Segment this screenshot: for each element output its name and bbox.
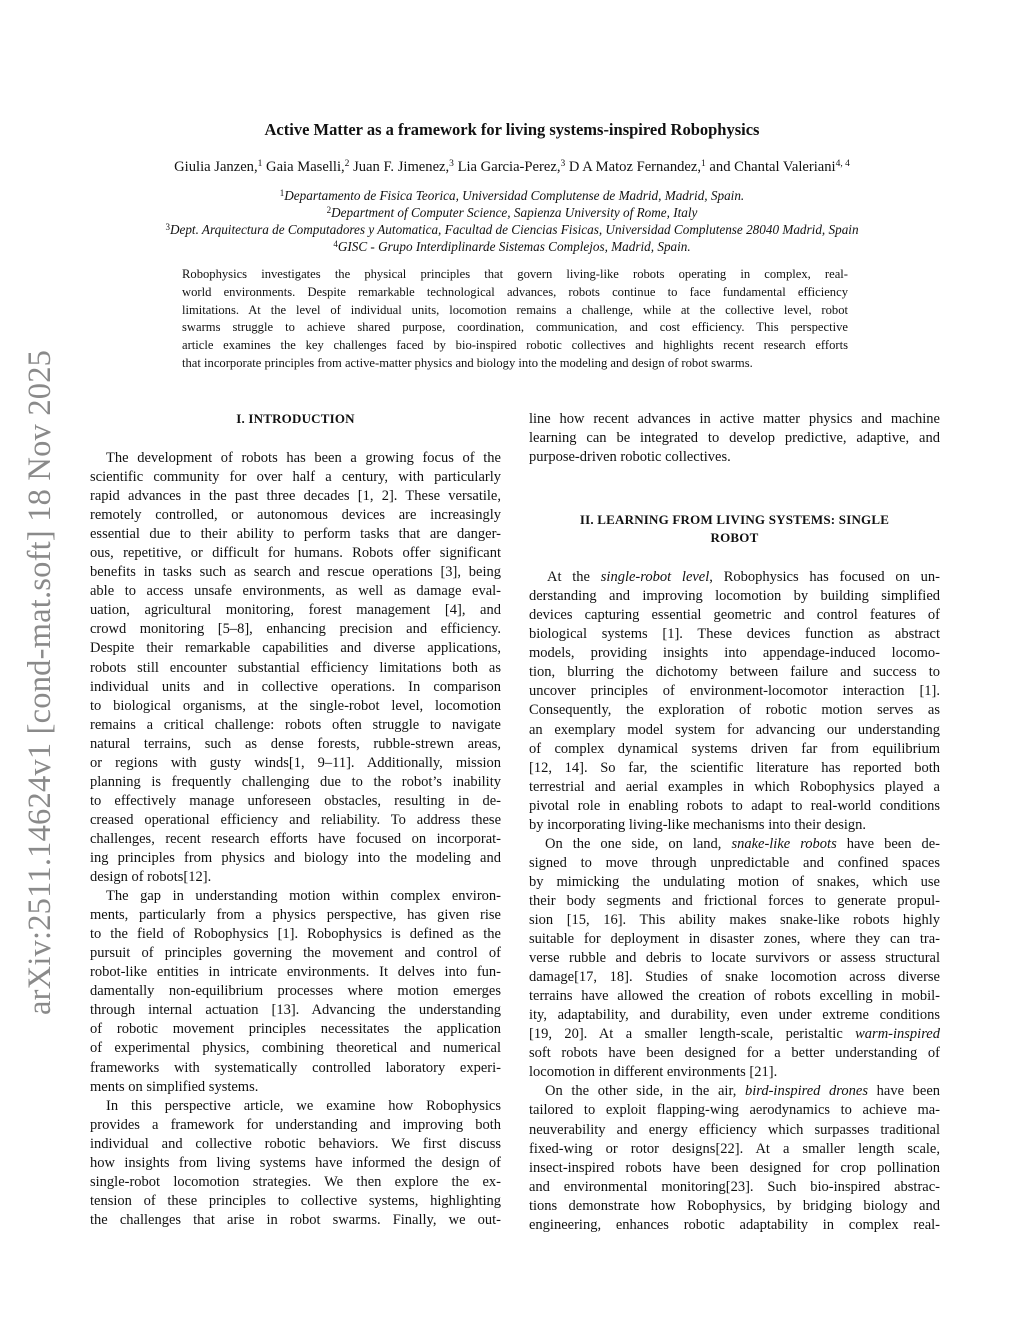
text-line: of experimental physics, combining theoretical and numerical: [90, 1040, 501, 1057]
text-line: neuverability and energy efficiency which surpasses traditional: [529, 1121, 940, 1138]
abstract-line: that incorporate principles from active-matter physics and biology into the modeling and design of robot swarms.: [182, 355, 753, 370]
text-line: insect-inspired robots have been designed for crop pollination: [529, 1159, 940, 1176]
affiliation-text: GISC - Grupo Interdiplinarde Sistemas Complejos, Madrid, Spain.: [337, 239, 691, 254]
text-line: how insights from living systems have informed the design of: [90, 1154, 501, 1171]
text-line: tailored to exploit flapping-wing aerodynamics to achieve ma-: [529, 1102, 940, 1119]
text-line: individual units and in collective operations. In comparison: [90, 678, 501, 695]
text-line: frameworks with systematically controlled laboratory experi-: [90, 1059, 501, 1076]
text-line: by incorporating living-like mechanisms into their design.: [529, 816, 867, 833]
right-column: [529, 410, 940, 1235]
text-line: an exemplary model system for advancing our understanding: [529, 721, 940, 738]
section-heading-introduction: I. INTRODUCTION: [236, 411, 355, 426]
text-line: line how recent advances in active matter physics and machine: [529, 411, 940, 427]
text-line: At the single-robot level, Robophysics has focused on un-: [547, 569, 940, 586]
author-list: [0, 159, 1024, 176]
text-line: to effectively manage unforeseen obstacles, resulting in de-: [90, 792, 501, 809]
text-line: [12, 14]. So far, the scientific literature has reported both: [529, 759, 940, 776]
text-line: soft robots have been designed for a better understanding of: [529, 1045, 940, 1062]
text-line: damentally non-equilibrium processes where motion emerges: [90, 983, 501, 1000]
text-line: devices capturing essential geometric and control features of: [529, 607, 940, 624]
text-line: engineering, enhances robotic adaptability in complex real-: [529, 1216, 940, 1233]
abstract-line: swarms struggle to achieve shared purpose, coordination, communication, and cost efficiency. This perspective: [182, 320, 848, 335]
emphasis-term: snake-like robots: [731, 835, 837, 852]
author-affil-mark: 3: [449, 159, 454, 169]
text-line: of complex dynamical systems driven far from equilibrium: [529, 740, 940, 757]
text-line: their body segments and frictional forces to generate propul-: [529, 892, 940, 909]
text-line: robot-like entities in intricate environments. It delves into fun-: [90, 964, 501, 981]
affiliation-2: [0, 205, 1024, 221]
affiliation-4: [0, 239, 1024, 255]
text-line: learning can be integrated to develop predictive, adaptive, and: [529, 430, 940, 447]
text-line: models, providing insights into appendage-induced locomo-: [529, 645, 940, 662]
affiliation-text: Dept. Arquitectura de Computadores y Automatica, Facultad de Ciencias Fisicas, Universidad Complutense 28040 Madrid, Spain: [169, 222, 859, 237]
text-line: purpose-driven robotic collectives.: [529, 449, 731, 466]
text-line: pivotal role in enabling robots to adapt to real-world conditions: [529, 797, 940, 814]
abstract-line: limitations. At the level of individual units, locomotion remains a challenge, while at the collective level, robot: [182, 302, 848, 317]
emphasis-term: bird-inspired drones: [744, 1083, 868, 1100]
author-name: Giulia Janzen,: [174, 159, 258, 175]
section-heading-learning-line2: ROBOT: [710, 530, 759, 546]
abstract-line: article examines the key challenges faced by bio-inspired robotic collectives and highlights recent research efforts: [182, 338, 848, 353]
author-affil-mark: 1: [701, 159, 706, 169]
text-line: provides a framework for understanding and improving both: [90, 1116, 501, 1133]
text-line: verse rubble and debris to locate survivors or assess structural: [529, 950, 940, 967]
text-line: The gap in understanding motion within complex environ-: [106, 888, 501, 905]
text-line: derstanding and improving locomotion by building simplified: [529, 588, 940, 605]
affiliation-text: Department of Computer Science, Sapienza University of Rome, Italy: [331, 205, 698, 220]
text-line: sion [15, 16]. This ability makes snake-like robots highly: [529, 911, 940, 928]
text-line: through internal actuation [13]. Advancing the understanding: [90, 1002, 501, 1019]
left-column: [90, 410, 501, 1230]
text-line: the challenges that arise in robot swarms. Finally, we out-: [90, 1211, 501, 1228]
author-affil-mark: 2: [344, 159, 350, 169]
affiliation-mark: 1: [279, 188, 285, 198]
text-line: or regions with gusty winds[1, 9–11]. Additionally, mission: [90, 754, 501, 771]
intro-paragraph-1: [90, 449, 501, 887]
text-line: On the other side, in the air, bird-inspired drones have been: [545, 1083, 941, 1100]
text-line: ing principles from physics and biology into the modeling and: [90, 849, 501, 866]
text-line: creased operational efficiency and reliability. To address these: [90, 811, 501, 828]
text-line: benefits in tasks such as search and rescue operations [3], being: [90, 564, 501, 581]
text-line: terrestrial and aerial examples in which Robophysics played a: [529, 778, 940, 795]
text-line: robots still encounter substantial efficiency limitations both as: [90, 659, 501, 676]
text-line: suitable for deployment in disaster zones, where they can tra-: [529, 931, 940, 948]
text-line: rapid advances in the past three decades [1, 2]. These versatile,: [90, 488, 501, 505]
affiliation-3: [0, 222, 1024, 238]
text-line: Despite their remarkable capabilities and diverse applications,: [90, 640, 501, 657]
text-line: ous, repetitive, or difficult for humans. Robots offer significant: [90, 545, 501, 562]
author-affil-mark: 1: [257, 159, 263, 169]
abstract-line: Robophysics investigates the physical principles that govern living-like robots operating in complex, real-: [182, 267, 848, 281]
arxiv-identifier: arXiv:2511.14624v1 [cond-mat.soft] 18 Nov 2025: [22, 349, 58, 1015]
text-line: essential due to their ability to perform tasks that are danger-: [90, 526, 501, 543]
text-line: In this perspective article, we examine how Robophysics: [106, 1097, 501, 1114]
section-heading-learning-line1: II. LEARNING FROM LIVING SYSTEMS: SINGLE: [579, 512, 890, 528]
intro-paragraph-3: [90, 1097, 501, 1230]
author-name: Gaia Maselli,: [266, 159, 345, 175]
author-name: Juan F. Jimenez,: [353, 159, 450, 175]
text-line: tions demonstrate how Robophysics, by bridging biology and: [529, 1197, 940, 1214]
affiliation-mark: 4: [333, 239, 338, 249]
emphasis-term: warm-inspired: [855, 1026, 940, 1043]
author-name: D A Matoz Fernandez,: [568, 159, 702, 175]
text-line: and environmental monitoring[23]. Such bio-inspired abstrac-: [529, 1178, 940, 1195]
text-line: uncover principles of environment-locomotor interaction [1].: [529, 683, 940, 700]
text-line: scientific community for over half a century, with particularly: [90, 469, 501, 486]
text-line: single-robot locomotion strategies. We then explore the ex-: [90, 1173, 501, 1190]
text-line: tion, blurring the dichotomy between failure and success to: [529, 664, 940, 681]
text-line: natural terrains, such as dense forests, rubble-strewn areas,: [90, 735, 501, 752]
paper-title: Active Matter as a framework for living systems-inspired Robophysics: [264, 120, 760, 139]
text-line: The development of robots has been a growing focus of the: [106, 450, 501, 466]
affiliation-mark: 2: [326, 205, 332, 215]
affiliation-text: Departamento de Fisica Teorica, Universidad Complutense de Madrid, Madrid, Spain.: [284, 188, 745, 203]
text-line: to the field of Robophysics [1]. Robophysics is defined as the: [90, 926, 501, 943]
intro-paragraph-2: [90, 887, 501, 1097]
text-line: damage[17, 18]. Studies of snake locomotion across diverse: [529, 969, 940, 986]
text-line: tension of these principles to collective systems, highlighting: [90, 1192, 501, 1209]
author-name: Lia Garcia-Perez,: [457, 159, 561, 175]
text-line: planning is frequently challenging due to the robot’s inability: [90, 773, 501, 790]
author-affil-mark: 3: [560, 159, 566, 169]
emphasis-term: single-robot level: [600, 569, 710, 586]
text-line: ments on simplified systems.: [90, 1078, 259, 1095]
abstract-line: world environments. Despite remarkable technological advances, robots continue to face fundamental efficiency: [182, 284, 848, 299]
text-line: On the one side, on land, snake-like robots have been de-: [545, 835, 940, 852]
affiliation-1: [0, 188, 1024, 204]
text-line: of robotic movement principles necessitates the application: [90, 1021, 501, 1038]
section2-paragraph-1: [529, 568, 940, 835]
text-line: locomotion in different environments [21].: [529, 1064, 778, 1081]
text-line: ments, particularly from a physics perspective, has given rise: [90, 907, 501, 924]
text-line: design of robots[12].: [90, 869, 212, 886]
author-affil-mark: 4, 4: [835, 159, 850, 169]
text-line: terrains have allowed the creation of robots excelling in mobil-: [529, 988, 940, 1005]
intro-paragraph-4-cont: [529, 410, 940, 467]
text-line: signed to move through unpredictable and confined spaces: [529, 854, 940, 871]
text-line: biological systems [1]. These devices function as abstract: [529, 626, 940, 643]
text-line: uation, agricultural monitoring, forest management [4], and: [90, 602, 501, 619]
text-line: to biological organisms, at the single-robot level, locomotion: [90, 697, 501, 714]
text-line: fixed-wing or rotor designs[22]. At a smaller length scale,: [529, 1140, 940, 1157]
section2-paragraph-3: [529, 1082, 940, 1234]
author-name: and Chantal Valeriani: [709, 159, 836, 175]
text-line: Consequently, the exploration of robotic motion serves as: [529, 702, 940, 719]
text-line: ity, adaptability, and durability, even under extreme conditions: [529, 1007, 940, 1024]
text-line: [19, 20]. At a smaller length-scale, peristaltic warm-inspired: [529, 1026, 940, 1043]
text-line: able to access unsafe environments, as well as damage eval-: [90, 583, 501, 600]
text-line: by mimicking the undulating motion of snakes, which use: [529, 873, 940, 890]
text-line: crowd monitoring [5–8], enhancing precision and efficiency.: [90, 621, 501, 638]
text-line: remains a critical challenge: robots often struggle to navigate: [90, 716, 501, 733]
text-line: individual and collective robotic behaviors. We first discuss: [90, 1135, 501, 1152]
affiliation-mark: 3: [165, 222, 170, 232]
text-line: remotely controlled, or autonomous devices are increasingly: [90, 507, 501, 524]
text-line: pursuit of principles governing the movement and control of: [90, 945, 501, 962]
abstract: [182, 266, 848, 373]
section2-paragraph-2: [529, 835, 940, 1083]
text-line: challenges, recent research efforts have focused on incorporat-: [90, 830, 501, 847]
